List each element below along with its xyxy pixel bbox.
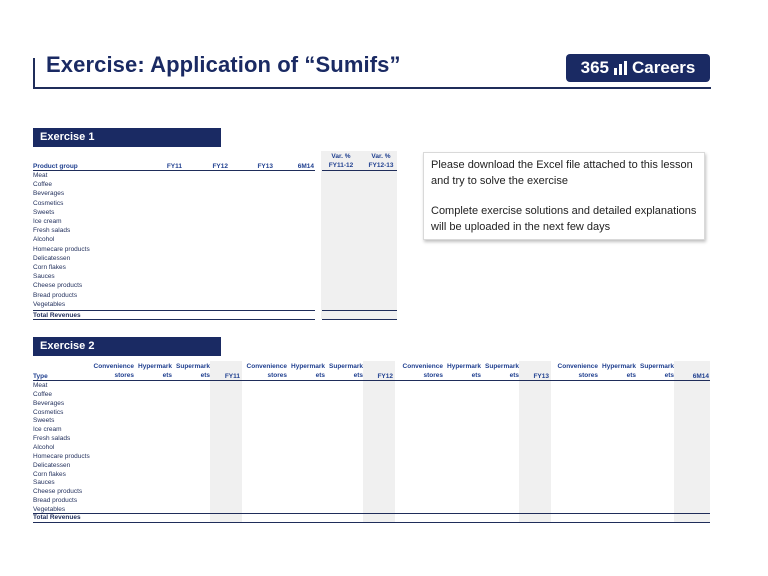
exercise-2-period-shade bbox=[210, 361, 242, 522]
exercise-1-row-label: Sweets bbox=[33, 208, 55, 216]
exercise-2-row-label: Bread products bbox=[33, 497, 78, 505]
exercise-2-row-label: Beverages bbox=[33, 399, 65, 407]
exercise-1-var-total-bottom-rule bbox=[322, 319, 397, 320]
exercise-2-column-header-top: Convenience bbox=[93, 363, 134, 370]
exercise-1-row-label: Cheese products bbox=[33, 282, 83, 290]
exercise-2-column-header-top: Hypermark bbox=[291, 363, 325, 370]
exercise-1-row-label: Coffee bbox=[33, 181, 53, 189]
exercise-2-column-header-bottom: ets bbox=[315, 372, 325, 379]
exercise-1-row-label: Ice cream bbox=[33, 218, 62, 225]
exercise-1-total-label: Total Revenues bbox=[33, 312, 81, 319]
exercise-2-period-header: FY11 bbox=[224, 373, 240, 380]
exercise-2-period-header: 6M14 bbox=[692, 373, 709, 380]
exercise-1-row-label: Delicatessen bbox=[33, 254, 71, 262]
exercise-2-row-label: Fresh salads bbox=[33, 435, 71, 443]
exercise-2-row-label: Cosmetics bbox=[33, 408, 64, 416]
var-header-1-bottom: FY11-12 bbox=[328, 162, 354, 169]
exercise-2-row-label: Sauces bbox=[33, 479, 55, 487]
exercise-1-row-label: Bread products bbox=[33, 291, 78, 299]
logo-number: 365 bbox=[580, 58, 610, 77]
exercise-2-column-header-top: Supermark bbox=[176, 363, 210, 370]
exercise-2-column-header-top: Supermark bbox=[485, 363, 519, 370]
exercise-2-column-header-bottom: ets bbox=[162, 372, 172, 379]
exercise-2-column-header-bottom: stores bbox=[267, 372, 287, 379]
note-line-1: Please download the Excel file attached to this lesson and try to solve the exercise bbox=[431, 159, 693, 187]
column-header-type: Type bbox=[33, 373, 48, 380]
exercise-2-column-header-bottom: stores bbox=[578, 372, 598, 379]
exercise-2-column-header-bottom: stores bbox=[114, 372, 134, 379]
exercise-2-column-header-bottom: ets bbox=[509, 372, 519, 379]
exercise-1-header-rule bbox=[33, 170, 315, 171]
page-title: Exercise: Application of “Sumifs” bbox=[46, 52, 401, 77]
exercise-2-period-shade bbox=[674, 361, 710, 522]
exercise-2-column-header-top: Hypermark bbox=[138, 363, 172, 370]
exercise-2-column-header-top: Supermark bbox=[640, 363, 674, 370]
exercise-1-header: Exercise 1 bbox=[33, 128, 221, 147]
exercise-2-row-label: Ice cream bbox=[33, 426, 62, 434]
exercise-1-variance-shade bbox=[321, 151, 397, 319]
exercise-2-row-label: Meat bbox=[33, 382, 48, 389]
exercise-2-column-header-bottom: ets bbox=[664, 372, 674, 379]
exercise-2-column-header-top: Supermark bbox=[329, 363, 363, 370]
exercise-2-row-label: Sweets bbox=[33, 417, 55, 425]
bar-chart-icon bbox=[614, 61, 627, 75]
exercise-2-column-header-top: Hypermark bbox=[602, 363, 636, 370]
exercise-2-row-label: Delicatessen bbox=[33, 461, 71, 469]
exercise-2-period-shade bbox=[363, 361, 395, 522]
exercise-2-row-label: Alcohol bbox=[33, 443, 55, 451]
exercise-2-period-header: FY13 bbox=[533, 373, 549, 380]
exercise-1-row-label: Sauces bbox=[33, 273, 55, 281]
logo-word: Careers bbox=[632, 58, 696, 77]
exercise-1-row-label: Fresh salads bbox=[33, 227, 71, 235]
column-header-fy11: FY11 bbox=[166, 163, 182, 170]
exercise-2-row-label: Coffee bbox=[33, 390, 53, 398]
var-header-2-bottom: FY12-13 bbox=[368, 162, 394, 169]
exercise-2-row-label: Homecare products bbox=[33, 452, 90, 460]
exercise-1-row-label: Vegetables bbox=[33, 300, 66, 308]
exercise-2-column-header-bottom: ets bbox=[200, 372, 210, 379]
column-header-fy12: FY12 bbox=[212, 163, 228, 170]
exercise-2-total-bottom-rule bbox=[33, 522, 710, 523]
title-divider bbox=[33, 87, 711, 89]
exercise-1-var-total-top-rule bbox=[322, 310, 397, 311]
exercise-1-row-label: Homecare products bbox=[33, 245, 90, 253]
column-header-6m14: 6M14 bbox=[297, 163, 314, 170]
var-header-1-top: Var. % bbox=[331, 153, 351, 160]
exercise-2-row-label: Vegetables bbox=[33, 505, 66, 513]
exercise-2-column-header-bottom: ets bbox=[626, 372, 636, 379]
careers-logo bbox=[566, 54, 710, 82]
exercise-2-column-header-top: Convenience bbox=[557, 363, 598, 370]
exercise-1-row-label: Alcohol bbox=[33, 236, 55, 244]
exercise-2-period-header: FY12 bbox=[377, 373, 393, 380]
exercise-1-var-header-rule bbox=[322, 170, 397, 171]
exercise-2-column-header-top: Hypermark bbox=[447, 363, 481, 370]
exercise-2-total-label: Total Revenues bbox=[33, 514, 81, 521]
exercise-2-row-label: Cheese products bbox=[33, 488, 83, 496]
exercise-2-column-header-top: Convenience bbox=[402, 363, 443, 370]
exercise-1-row-label: Meat bbox=[33, 172, 48, 179]
exercise-1-row-label: Beverages bbox=[33, 190, 65, 198]
exercise-2-column-header-top: Convenience bbox=[246, 363, 287, 370]
exercise-1-total-bottom-rule bbox=[33, 319, 315, 320]
instructions-note bbox=[423, 152, 705, 240]
column-header-fy13: FY13 bbox=[257, 163, 273, 170]
title-accent bbox=[33, 58, 35, 88]
exercise-2-header-rule bbox=[33, 380, 710, 381]
exercise-1-row-label: Corn flakes bbox=[33, 264, 66, 271]
exercise-2-header: Exercise 2 bbox=[33, 337, 221, 356]
exercise-2-column-header-bottom: ets bbox=[353, 372, 363, 379]
exercise-2-column-header-bottom: ets bbox=[471, 372, 481, 379]
note-line-2: Complete exercise solutions and detailed explanations will be uploaded in the next few days bbox=[431, 205, 697, 233]
column-header-product-group: Product group bbox=[33, 163, 78, 170]
exercise-2-row-label: Corn flakes bbox=[33, 470, 66, 478]
exercise-2-column-header-bottom: stores bbox=[423, 372, 443, 379]
exercise-1-row-label: Cosmetics bbox=[33, 199, 64, 207]
exercise-2-total-top-rule bbox=[33, 513, 710, 514]
var-header-2-top: Var. % bbox=[371, 153, 391, 160]
exercise-2-period-shade bbox=[519, 361, 551, 522]
